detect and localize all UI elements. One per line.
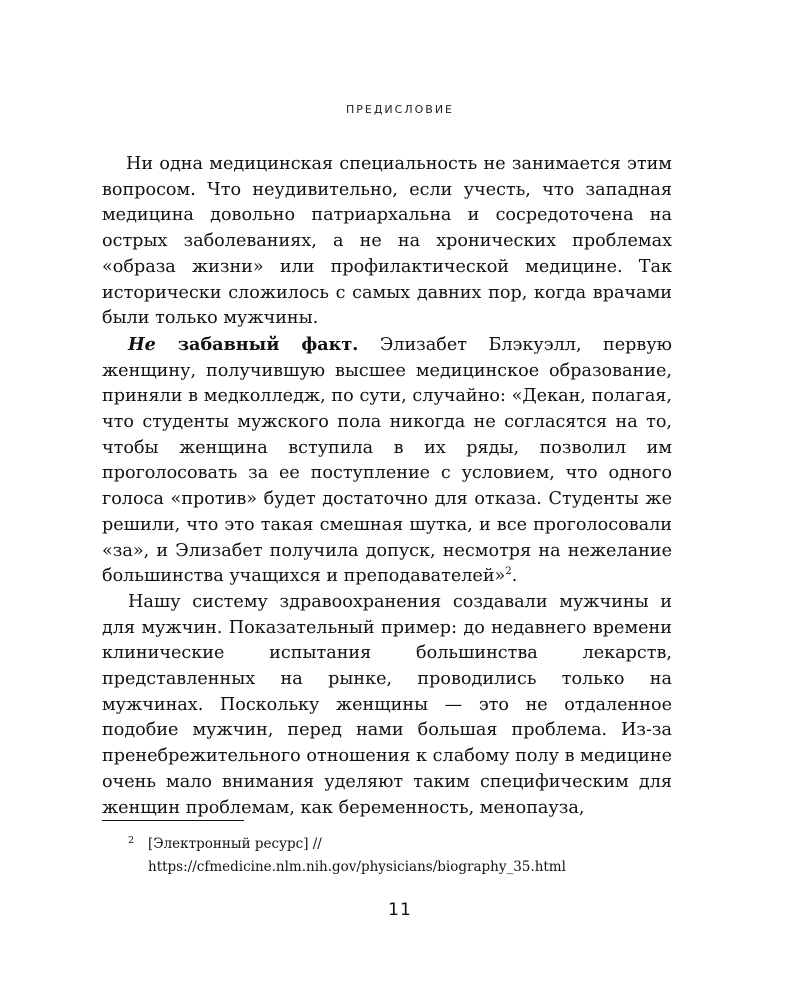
paragraph-1: Ни одна медицинская специальность не занимается этим вопросом. Что неудивительно, если учесть, что западная медицина довольно патриархальна и сосредоточена на острых заболеваниях, а не на хронических проблемах «образа жизни» или профилактической медицине. Так исторически сложилось с самых давних пор, когда врачами были только мужчины. (102, 154, 672, 329)
footnote-number: 2 (128, 835, 135, 846)
paragraph-2-tail: . (511, 566, 518, 587)
footnote-divider (102, 820, 244, 821)
footnote-reference[interactable]: 2 (505, 566, 512, 578)
paragraph-2 (102, 332, 672, 590)
footnote (102, 833, 672, 879)
footnote-text[interactable]: [Электронный ресурс] // https://cfmedicine.nlm.nih.gov/physicians/biography_35.html (148, 836, 566, 875)
page-number: 11 (388, 900, 412, 920)
paragraph-3: Нашу систему здравоохранения создавали мужчины и для мужчин. Показательный пример: до недавнего времени клинические испытания большинства лекарств, представленных на рынке, проводились только на мужчинах. Поскольку женщины — это не отдаленное подобие мужчин, перед нами большая проблема. Из-за пренебрежительного отношения к слабому полу в медицине очень мало внимания уделяют таким специфическим для женщин проблемам, как беременность, менопауза, (102, 591, 672, 818)
body-text (102, 152, 672, 821)
paragraph-2-text: Элизабет Блэкуэлл, первую женщину, получившую высшее медицинское образование, приняли в медколледж, по сути, случайно: «Декан, полагая, что студенты мужского пола никогда не согласятся на то, чтобы женщина вступила в их ряды, позволил им проголосовать за ее поступление с условием, что одного голоса «против» будет достаточно для отказа. Студенты же решили, что это такая смешная шутка, и все проголосовали «за», и Элизабет получила допуск, несмотря на нежелание большинства учащихся и преподавателей» (102, 334, 672, 587)
running-header: ПРЕДИСЛОВИЕ (345, 103, 454, 116)
paragraph-2-lead-emphasis: Не (128, 333, 156, 355)
paragraph-2-lead-bold: забавный факт. (155, 333, 359, 355)
